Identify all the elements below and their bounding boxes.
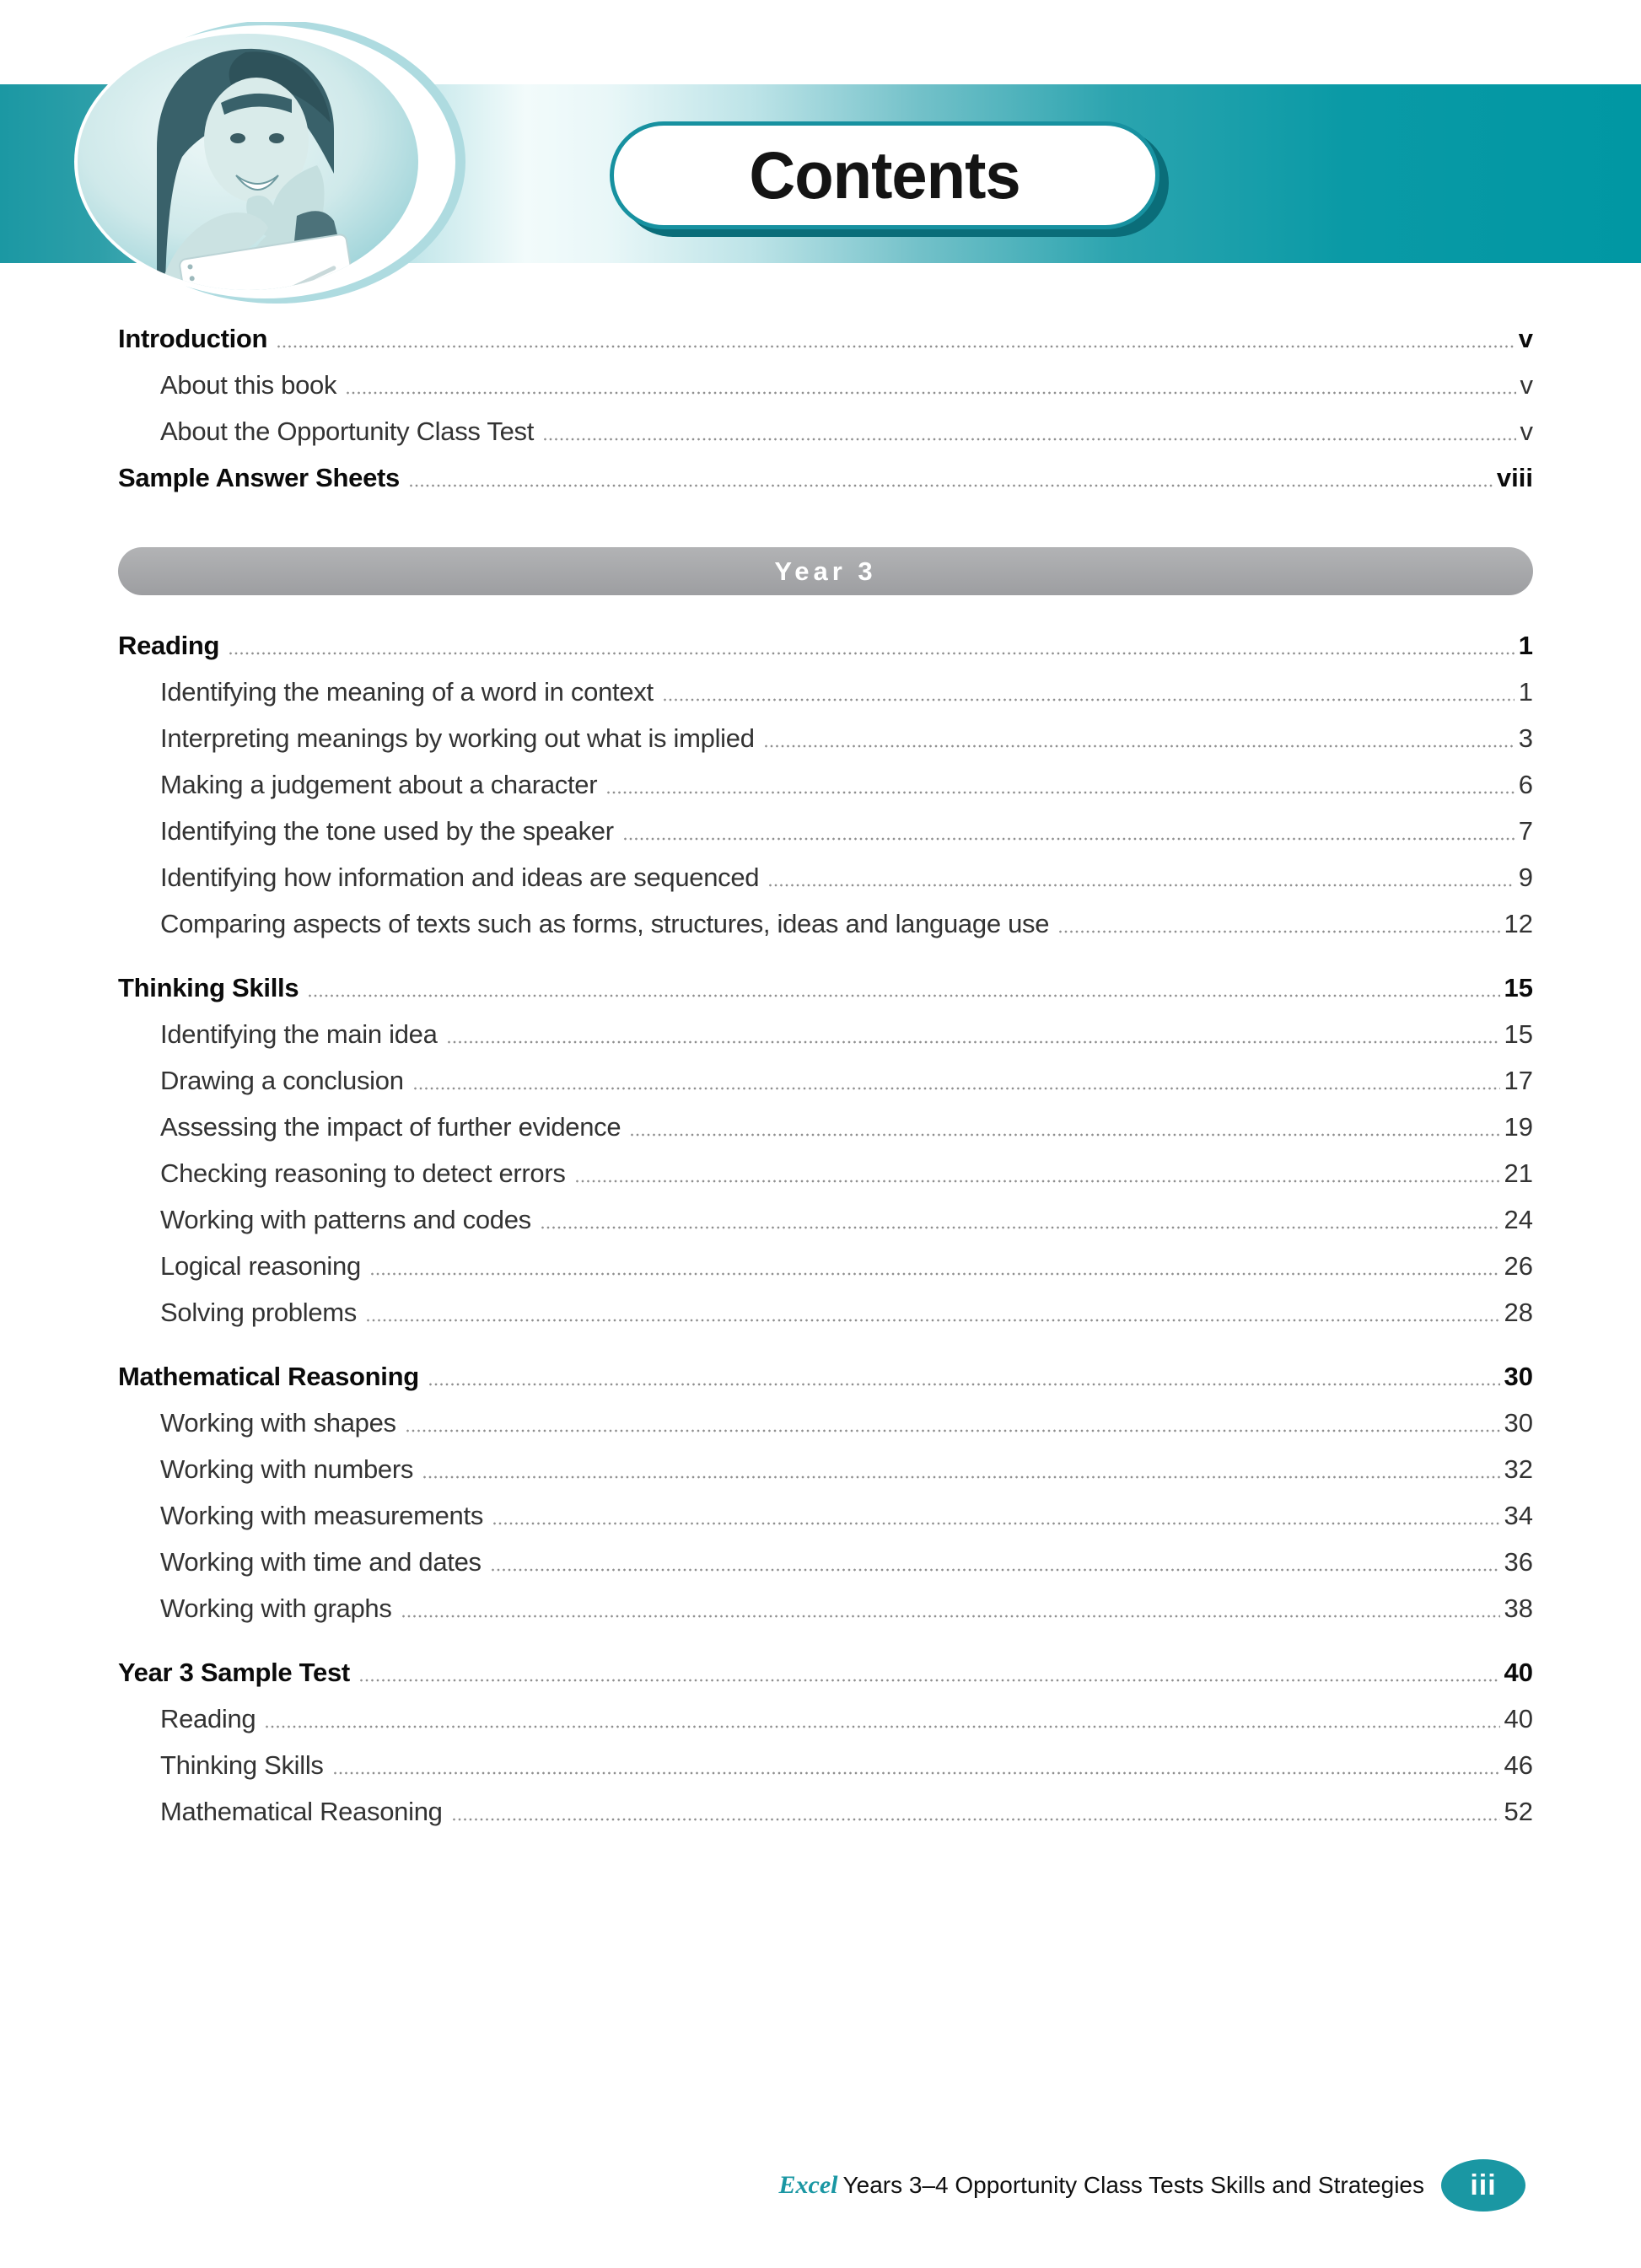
- toc-entry-label: Reading: [160, 1704, 256, 1733]
- toc-entry-label: About this book: [160, 370, 337, 400]
- toc-page-number: 46: [1504, 1750, 1533, 1780]
- toc-page-number: v: [1520, 417, 1533, 446]
- toc-entry: [118, 1299, 1533, 1326]
- footer: [779, 2158, 1525, 2212]
- toc-page-number: 3: [1518, 723, 1533, 753]
- toc-page-number: v: [1518, 324, 1533, 353]
- toc-entry: [118, 1410, 1533, 1437]
- toc-entry-label: Identifying the meaning of a word in context: [160, 677, 654, 707]
- toc-page-number: 52: [1504, 1797, 1533, 1826]
- toc-page-number: viii: [1496, 463, 1533, 492]
- sections-list: [118, 632, 1533, 1825]
- toc-entry-label: Working with patterns and codes: [160, 1205, 531, 1234]
- toc-page-number: v: [1520, 370, 1533, 400]
- toc-entry: [118, 771, 1533, 798]
- toc-dotted-leader: [266, 1725, 1499, 1728]
- toc-page-number: 6: [1518, 770, 1533, 799]
- student-photo-graphic: [56, 22, 465, 304]
- toc-entry: [118, 418, 1533, 445]
- toc-entry: [118, 1659, 1533, 1686]
- toc-entry: [118, 1114, 1533, 1141]
- toc-entry: [118, 1067, 1533, 1094]
- toc-page-number: 21: [1504, 1158, 1533, 1188]
- toc-entry-label: Mathematical Reasoning: [160, 1797, 443, 1826]
- toc-entry-label: Making a judgement about a character: [160, 770, 598, 799]
- toc-page-number: 15: [1504, 1019, 1533, 1049]
- toc-dotted-leader: [360, 1679, 1500, 1682]
- toc-entry-label: Thinking Skills: [118, 973, 299, 1002]
- toc-page-number: 34: [1504, 1501, 1533, 1530]
- toc-entry-label: Comparing aspects of texts such as forms, structures, ideas and language use: [160, 909, 1050, 938]
- toc-entry: [118, 679, 1533, 706]
- toc-entry: [118, 725, 1533, 752]
- toc-dotted-leader: [429, 1383, 1500, 1386]
- toc-entry: [118, 1752, 1533, 1779]
- toc-entry: [118, 1549, 1533, 1576]
- toc-entry-label: Working with time and dates: [160, 1547, 482, 1577]
- toc-page-number: 9: [1518, 863, 1533, 892]
- toc-entry-label: Working with numbers: [160, 1454, 414, 1484]
- toc-dotted-leader: [769, 884, 1515, 887]
- toc-entry-label: Working with measurements: [160, 1501, 484, 1530]
- toc-page-number: 19: [1504, 1112, 1533, 1142]
- page-title: Contents: [749, 137, 1020, 213]
- toc-entry-label: Logical reasoning: [160, 1251, 361, 1281]
- toc-entry-label: Checking reasoning to detect errors: [160, 1158, 566, 1188]
- toc-entry-label: Thinking Skills: [160, 1750, 324, 1780]
- page-number-badge: [1441, 2159, 1525, 2212]
- toc-page-number: 15: [1504, 973, 1533, 1002]
- toc-dotted-leader: [493, 1522, 1500, 1525]
- toc-entry: [118, 1502, 1533, 1529]
- toc-dotted-leader: [448, 1040, 1500, 1044]
- toc-entry-label: Drawing a conclusion: [160, 1066, 404, 1095]
- toc-entry: [118, 1595, 1533, 1622]
- toc-dotted-leader: [309, 994, 1499, 997]
- toc-page-number: 36: [1504, 1547, 1533, 1577]
- year3-banner: [118, 547, 1533, 595]
- toc-entry: [118, 818, 1533, 845]
- toc-page-number: 40: [1504, 1704, 1533, 1733]
- toc-entry: [118, 1798, 1533, 1825]
- footer-brand: Excel: [778, 2171, 838, 2199]
- toc-entry-label: Interpreting meanings by working out what is implied: [160, 723, 755, 753]
- toc-dotted-leader: [277, 345, 1515, 348]
- toc-section: [118, 1363, 1533, 1622]
- toc-section: [118, 1659, 1533, 1825]
- toc-entry-label: About the Opportunity Class Test: [160, 417, 535, 446]
- toc-entry-label: Identifying how information and ideas are sequenced: [160, 863, 760, 892]
- toc-entry: [118, 1160, 1533, 1187]
- toc-entry-label: Mathematical Reasoning: [118, 1362, 419, 1391]
- toc-page-number: 1: [1518, 677, 1533, 707]
- front-matter-list: [118, 325, 1533, 492]
- toc-dotted-leader: [541, 1226, 1500, 1229]
- toc-dotted-leader: [664, 698, 1515, 701]
- toc-page-number: 24: [1504, 1205, 1533, 1234]
- toc-entry-label: Identifying the main idea: [160, 1019, 438, 1049]
- toc-entry-label: Solving problems: [160, 1298, 357, 1327]
- toc-dotted-leader: [367, 1319, 1500, 1322]
- toc-entry: [118, 975, 1533, 1002]
- contents-banner: [610, 121, 1159, 229]
- toc-page-number: 1: [1518, 631, 1533, 660]
- page-number: iii: [1470, 2169, 1497, 2201]
- toc-entry-label: Sample Answer Sheets: [118, 463, 400, 492]
- toc-entry-label: Year 3 Sample Test: [118, 1658, 350, 1687]
- toc-entry: [118, 1253, 1533, 1280]
- toc-page-number: 12: [1504, 909, 1533, 938]
- toc-dotted-leader: [631, 1133, 1499, 1137]
- toc-dotted-leader: [607, 791, 1515, 794]
- toc-entry: [118, 372, 1533, 399]
- toc-dotted-leader: [544, 438, 1515, 441]
- toc-entry-label: Introduction: [118, 324, 268, 353]
- toc-entry: [118, 864, 1533, 891]
- toc-section: [118, 975, 1533, 1326]
- toc-entry: [118, 1363, 1533, 1390]
- footer-credit: [779, 2171, 1424, 2200]
- toc-entry: [118, 465, 1533, 492]
- toc-dotted-leader: [406, 1429, 1500, 1432]
- toc-dotted-leader: [229, 652, 1515, 655]
- toc-dotted-leader: [410, 484, 1493, 487]
- toc-dotted-leader: [334, 1771, 1500, 1775]
- toc-entry-label: Assessing the impact of further evidence: [160, 1112, 621, 1142]
- toc-entry-label: Working with shapes: [160, 1408, 396, 1438]
- table-of-contents: [118, 325, 1533, 1845]
- toc-dotted-leader: [624, 837, 1515, 841]
- toc-page-number: 17: [1504, 1066, 1533, 1095]
- toc-dotted-leader: [492, 1568, 1500, 1572]
- toc-page-number: 32: [1504, 1454, 1533, 1484]
- toc-dotted-leader: [402, 1615, 1500, 1618]
- year3-banner-label: Year 3: [774, 556, 877, 586]
- toc-dotted-leader: [765, 744, 1515, 748]
- toc-entry-label: Identifying the tone used by the speaker: [160, 816, 614, 846]
- toc-page-number: 7: [1518, 816, 1533, 846]
- toc-entry-label: Reading: [118, 631, 220, 660]
- toc-entry-label: Working with graphs: [160, 1594, 392, 1623]
- toc-dotted-leader: [576, 1180, 1500, 1183]
- toc-entry: [118, 325, 1533, 352]
- toc-page-number: 26: [1504, 1251, 1533, 1281]
- student-photo: [56, 22, 465, 304]
- footer-title: Years 3–4 Opportunity Class Tests Skills and Strategies: [842, 2172, 1424, 2198]
- toc-page-number: 28: [1504, 1298, 1533, 1327]
- toc-page-number: 40: [1504, 1658, 1533, 1687]
- toc-entry: [118, 1207, 1533, 1233]
- toc-section: [118, 632, 1533, 938]
- toc-page-number: 30: [1504, 1408, 1533, 1438]
- toc-entry: [118, 1706, 1533, 1733]
- toc-page-number: 30: [1504, 1362, 1533, 1391]
- toc-dotted-leader: [453, 1818, 1500, 1821]
- toc-dotted-leader: [1059, 930, 1499, 933]
- toc-dotted-leader: [414, 1087, 1500, 1090]
- toc-entry: [118, 632, 1533, 659]
- toc-dotted-leader: [347, 391, 1515, 395]
- toc-page-number: 38: [1504, 1594, 1533, 1623]
- toc-entry: [118, 1021, 1533, 1048]
- toc-entry: [118, 911, 1533, 938]
- toc-entry: [118, 1456, 1533, 1483]
- toc-dotted-leader: [371, 1272, 1500, 1276]
- toc-dotted-leader: [423, 1475, 1499, 1479]
